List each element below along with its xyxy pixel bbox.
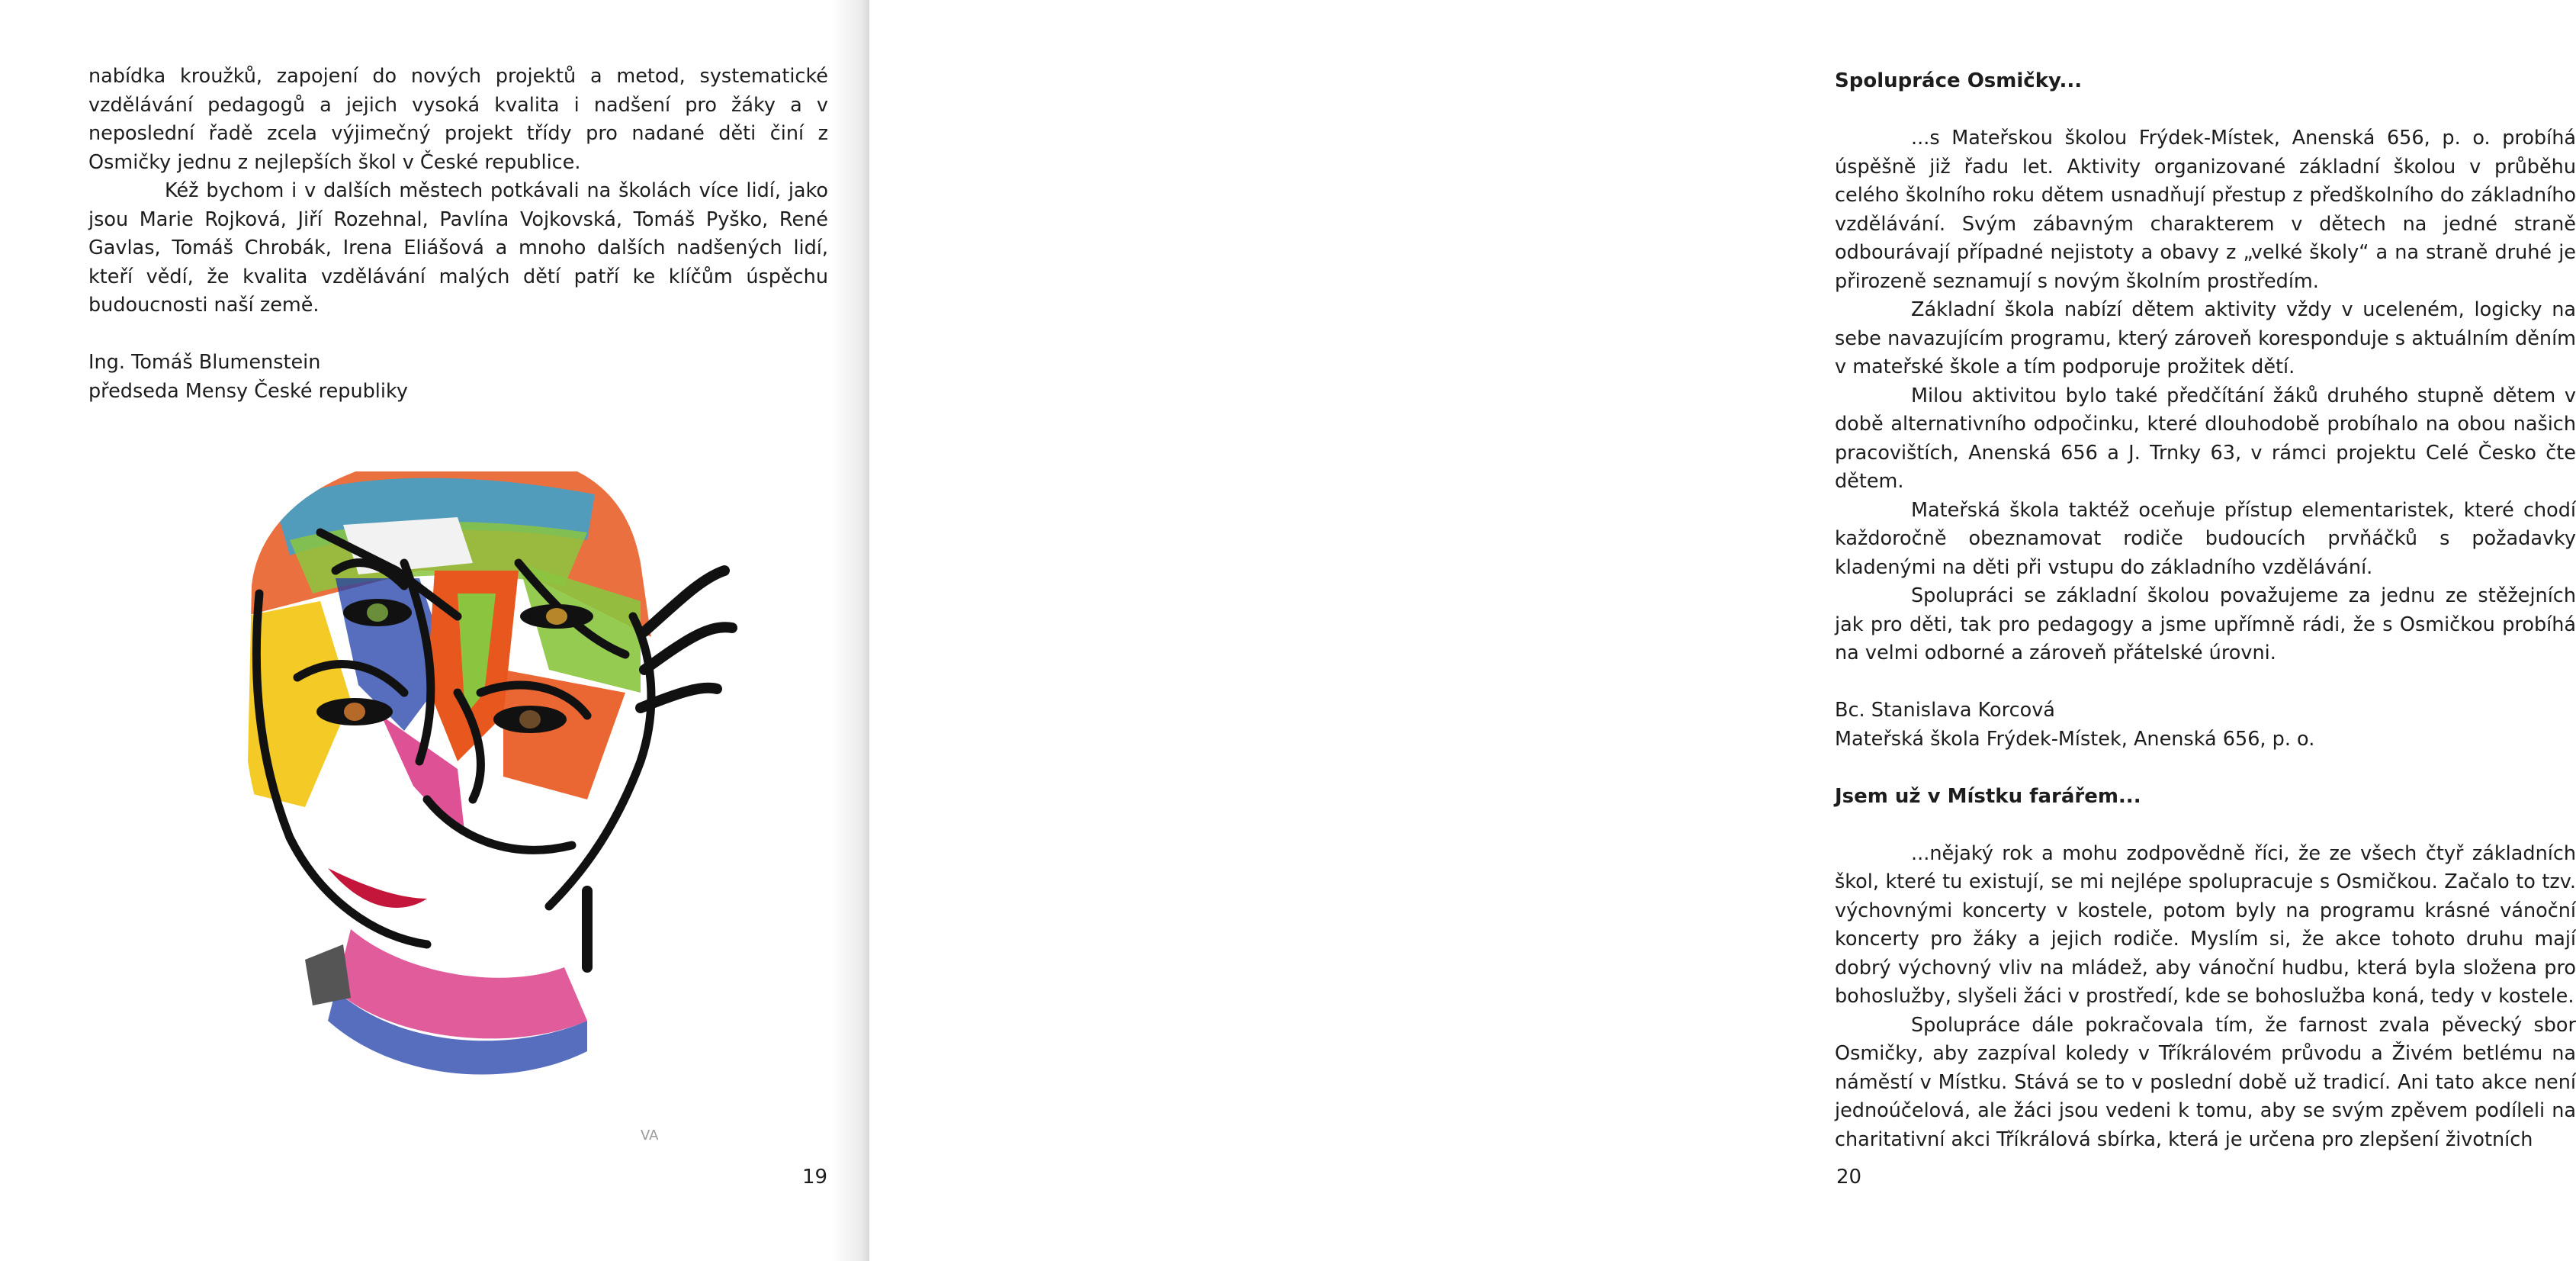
page-number-right: 20 (1836, 1166, 1862, 1189)
left-page (0, 0, 869, 1261)
right-paragraph-4: Mateřská škola taktéž oceňuje přístup elementaristek, které chodí každoročně obeznamovat rodiče budoucích prvňáčků s požadavky kladenými na děti při vstupu do základního vzdělávání. (1835, 498, 2576, 579)
signature-name-korcova: Bc. Stanislava Korcová (1835, 699, 2055, 722)
left-paragraph-2: Kéž bychom i v dalších městech potkávali na školách více lidí, jako jsou Marie Rojková, Jiří Rozehnal, Pavlína Vojkovská, Tomáš Pyško, René Gavlas, Tomáš Chrobák, Irena Eliášová a mnoho dalších nadšených lidí, kteří vědí, že kvalita vzdělávání malých dětí patří ke klíčům úspěchu budoucnosti naší země. (88, 179, 828, 317)
page-number-left: 19 (802, 1166, 828, 1189)
face-drawing-illustration (229, 441, 747, 1150)
right-paragraph-3: Milou aktivitou bylo také předčítání žáků druhého stupně dětem v době alternativního odpočinku, které dlouhodobě probíhalo na obou našich pracovištích, Anenská 656 a J. Trnky 63, v rámci projektu Celé Česko čte dětem. (1835, 384, 2576, 493)
section-heading-priest: Jsem už v Místku farářem... (1835, 784, 2141, 808)
section-heading-cooperation: Spolupráce Osmičky... (1835, 69, 2083, 92)
right-paragraph-7: Spolupráce dále pokračovala tím, že farnost zvala pěvecký sbor Osmičky, aby zazpíval koledy v Tříkrálovém průvodu a Živém betlému na náměstí v Místku. Stává se to v poslední době už tradicí. Ani tato akce není jednoúčelová, ale žáci jsou vedeni k tomu, aby se svým zpěvem podíleli na charitativní akci Tříkrálová sbírka, která je určena pro zlepšení životních (1835, 1013, 2576, 1151)
left-page-text (88, 63, 828, 406)
signature-role-korcova: Mateřská škola Frýdek-Místek, Anenská 656, p. o. (1835, 727, 2315, 751)
collar-and-neck (305, 929, 587, 1075)
right-page (869, 0, 2576, 1261)
left-paragraph-1: nabídka kroužků, zapojení do nových projektů a metod, systematické vzdělávání pedagogů a jejich vysoká kvalita i nadšení pro žáky a v neposlední řadě zcela výjimečný projekt třídy pro nadané děti činí z Osmičky jednu z nejlepších škol v České republice. (88, 65, 828, 174)
right-paragraph-2: Základní škola nabízí dětem aktivity vždy v uceleném, logicky na sebe navazujícím programu, který zároveň koresponduje s aktuálním děním v mateřské škole a tím podporuje prožitek dětí. (1835, 298, 2576, 378)
signature-role: předseda Mensy České republiky (88, 379, 408, 403)
right-paragraph-5: Spolupráci se základní školou považujeme za jednu ze stěžejních jak pro děti, tak pro pedagogy a jsme upřímně rádi, že s Osmičkou probíhá na velmi odborné a zároveň přátelské úrovni. (1835, 584, 2576, 664)
right-paragraph-6: ...nějaký rok a mohu zodpovědně říci, že ze všech čtyř základních škol, které tu existují, se mi nejlépe spolupracuje s Osmičkou. Začalo to tzv. výchovnými koncerty v kostele, potom byly na programu krásné vánoční koncerty pro žáky a jejich rodiče. Myslím si, že akce tohoto druhu mají dobrý výchovný vliv na mládež, aby vánoční hudbu, která byla složena pro bohoslužby, slyšeli žáci v prostředí, kde se bohoslužba koná, tedy v kostele. (1835, 841, 2576, 1008)
right-paragraph-1: ...s Mateřskou školou Frýdek-Místek, Anenská 656, p. o. probíhá úspěšně již řadu let. Aktivity organizované základní školou v průběhu celého školního roku dětem usnadňují přestup z předškolního do základního vzdělávání. Svým zábavným charakterem v dětech na jedné straně odbourávají případné nejistoty a obavy z „velké školy“ a na straně druhé je přirozeně seznamují s novým školním prostředím. (1835, 127, 2576, 293)
illustration-initials: VA (641, 1128, 659, 1144)
right-page-text (1835, 67, 2576, 1154)
signature-name: Ing. Tomáš Blumenstein (88, 351, 321, 374)
